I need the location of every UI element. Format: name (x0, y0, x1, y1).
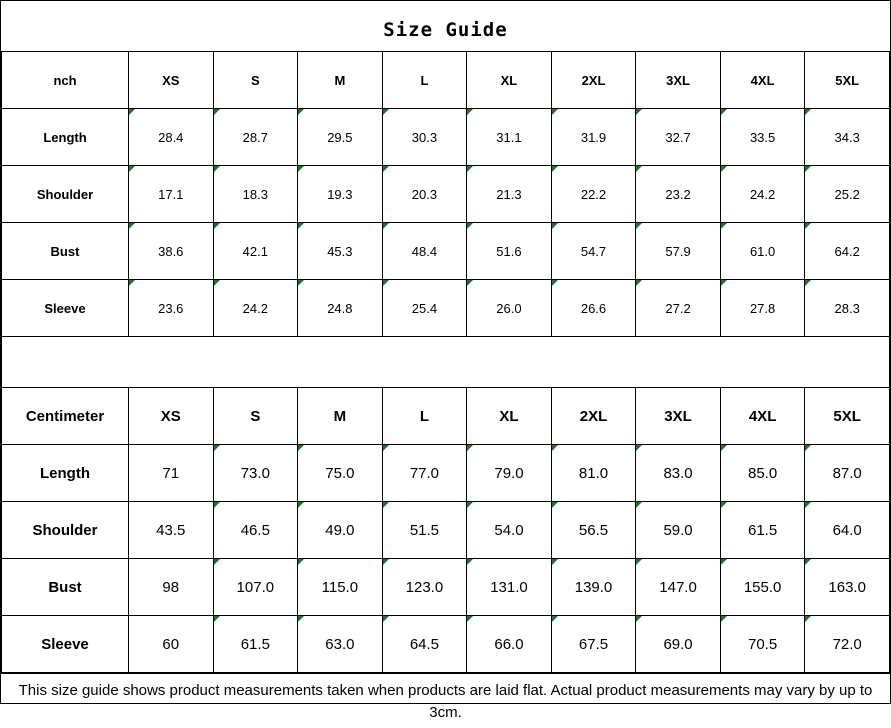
cm-size-header: 3XL (636, 388, 721, 445)
inch-cell: 25.2 (805, 166, 890, 223)
cm-cell: 139.0 (551, 559, 636, 616)
inch-cell: 61.0 (720, 223, 805, 280)
cm-cell: 75.0 (298, 445, 383, 502)
inch-cell: 19.3 (298, 166, 383, 223)
table-header-row (2, 52, 890, 109)
cm-cell: 98 (129, 559, 214, 616)
inch-cell: 45.3 (298, 223, 383, 280)
cm-size-header: XL (467, 388, 552, 445)
cm-cell: 70.5 (720, 616, 805, 673)
cm-cell: 83.0 (636, 445, 721, 502)
inch-cell: 57.9 (636, 223, 721, 280)
inch-cell: 21.3 (467, 166, 552, 223)
cm-size-header: 2XL (551, 388, 636, 445)
cm-cell: 155.0 (720, 559, 805, 616)
inch-cell: 28.3 (805, 280, 890, 337)
centimeter-size-table (1, 387, 890, 673)
cm-cell: 51.5 (382, 502, 467, 559)
inch-cell: 51.6 (467, 223, 552, 280)
inch-size-header: S (213, 52, 298, 109)
cm-cell: 64.5 (382, 616, 467, 673)
cm-cell: 61.5 (720, 502, 805, 559)
inch-cell: 42.1 (213, 223, 298, 280)
inch-size-table (1, 51, 890, 337)
inch-cell: 24.8 (298, 280, 383, 337)
cm-cell: 115.0 (298, 559, 383, 616)
inch-cell: 18.3 (213, 166, 298, 223)
cm-size-header: XS (129, 388, 214, 445)
inch-cell: 31.1 (467, 109, 552, 166)
inch-cell: 20.3 (382, 166, 467, 223)
inch-cell: 24.2 (720, 166, 805, 223)
inch-cell: 17.1 (129, 166, 214, 223)
cm-cell: 147.0 (636, 559, 721, 616)
inch-cell: 25.4 (382, 280, 467, 337)
inch-cell: 32.7 (636, 109, 721, 166)
inch-cell: 23.6 (129, 280, 214, 337)
inch-cell: 31.9 (551, 109, 636, 166)
cm-cell: 60 (129, 616, 214, 673)
cm-cell: 72.0 (805, 616, 890, 673)
inch-cell: 48.4 (382, 223, 467, 280)
inch-size-header: 4XL (720, 52, 805, 109)
inch-size-header: M (298, 52, 383, 109)
cm-unit-label: Centimeter (2, 388, 129, 445)
inch-unit-label: nch (2, 52, 129, 109)
inch-cell: 27.2 (636, 280, 721, 337)
cm-cell: 66.0 (467, 616, 552, 673)
cm-cell: 46.5 (213, 502, 298, 559)
cm-cell: 59.0 (636, 502, 721, 559)
inch-size-header: 5XL (805, 52, 890, 109)
inch-cell: 22.2 (551, 166, 636, 223)
cm-cell: 69.0 (636, 616, 721, 673)
table-row (2, 559, 890, 616)
inch-size-header: 3XL (636, 52, 721, 109)
cm-size-header: S (213, 388, 298, 445)
cm-cell: 77.0 (382, 445, 467, 502)
table-row (2, 502, 890, 559)
cm-cell: 71 (129, 445, 214, 502)
inch-size-header: XS (129, 52, 214, 109)
table-row (2, 445, 890, 502)
inch-size-header: L (382, 52, 467, 109)
cm-cell: 54.0 (467, 502, 552, 559)
inch-cell: 28.4 (129, 109, 214, 166)
inch-cell: 24.2 (213, 280, 298, 337)
table-gap (1, 337, 890, 387)
table-row (2, 109, 890, 166)
inch-row-label: Shoulder (2, 166, 129, 223)
cm-cell: 85.0 (720, 445, 805, 502)
cm-cell: 64.0 (805, 502, 890, 559)
cm-size-header: 5XL (805, 388, 890, 445)
cm-cell: 56.5 (551, 502, 636, 559)
table-row (2, 223, 890, 280)
cm-cell: 49.0 (298, 502, 383, 559)
cm-cell: 107.0 (213, 559, 298, 616)
cm-row-label: Shoulder (2, 502, 129, 559)
inch-cell: 34.3 (805, 109, 890, 166)
cm-cell: 163.0 (805, 559, 890, 616)
inch-cell: 54.7 (551, 223, 636, 280)
cm-cell: 63.0 (298, 616, 383, 673)
inch-cell: 38.6 (129, 223, 214, 280)
cm-cell: 67.5 (551, 616, 636, 673)
inch-row-label: Sleeve (2, 280, 129, 337)
cm-row-label: Sleeve (2, 616, 129, 673)
table-row (2, 166, 890, 223)
cm-cell: 79.0 (467, 445, 552, 502)
inch-row-label: Bust (2, 223, 129, 280)
table-row (2, 280, 890, 337)
inch-size-header: XL (467, 52, 552, 109)
cm-cell: 87.0 (805, 445, 890, 502)
inch-cell: 28.7 (213, 109, 298, 166)
cm-cell: 61.5 (213, 616, 298, 673)
cm-size-header: M (298, 388, 383, 445)
inch-cell: 23.2 (636, 166, 721, 223)
inch-cell: 27.8 (720, 280, 805, 337)
cm-size-header: L (382, 388, 467, 445)
inch-cell: 33.5 (720, 109, 805, 166)
inch-cell: 26.6 (551, 280, 636, 337)
table-row (2, 616, 890, 673)
inch-size-header: 2XL (551, 52, 636, 109)
cm-cell: 123.0 (382, 559, 467, 616)
page-title: Size Guide (383, 19, 508, 41)
inch-cell: 29.5 (298, 109, 383, 166)
inch-cell: 30.3 (382, 109, 467, 166)
cm-row-label: Length (2, 445, 129, 502)
cm-cell: 81.0 (551, 445, 636, 502)
inch-cell: 64.2 (805, 223, 890, 280)
cm-cell: 73.0 (213, 445, 298, 502)
footer-note: This size guide shows product measurements taken when products are laid flat. Actual product measurements may vary by up to 3cm. (1, 673, 890, 728)
cm-cell: 131.0 (467, 559, 552, 616)
cm-cell: 43.5 (129, 502, 214, 559)
cm-row-label: Bust (2, 559, 129, 616)
cm-size-header: 4XL (720, 388, 805, 445)
inch-cell: 26.0 (467, 280, 552, 337)
table-header-row (2, 388, 890, 445)
inch-row-label: Length (2, 109, 129, 166)
